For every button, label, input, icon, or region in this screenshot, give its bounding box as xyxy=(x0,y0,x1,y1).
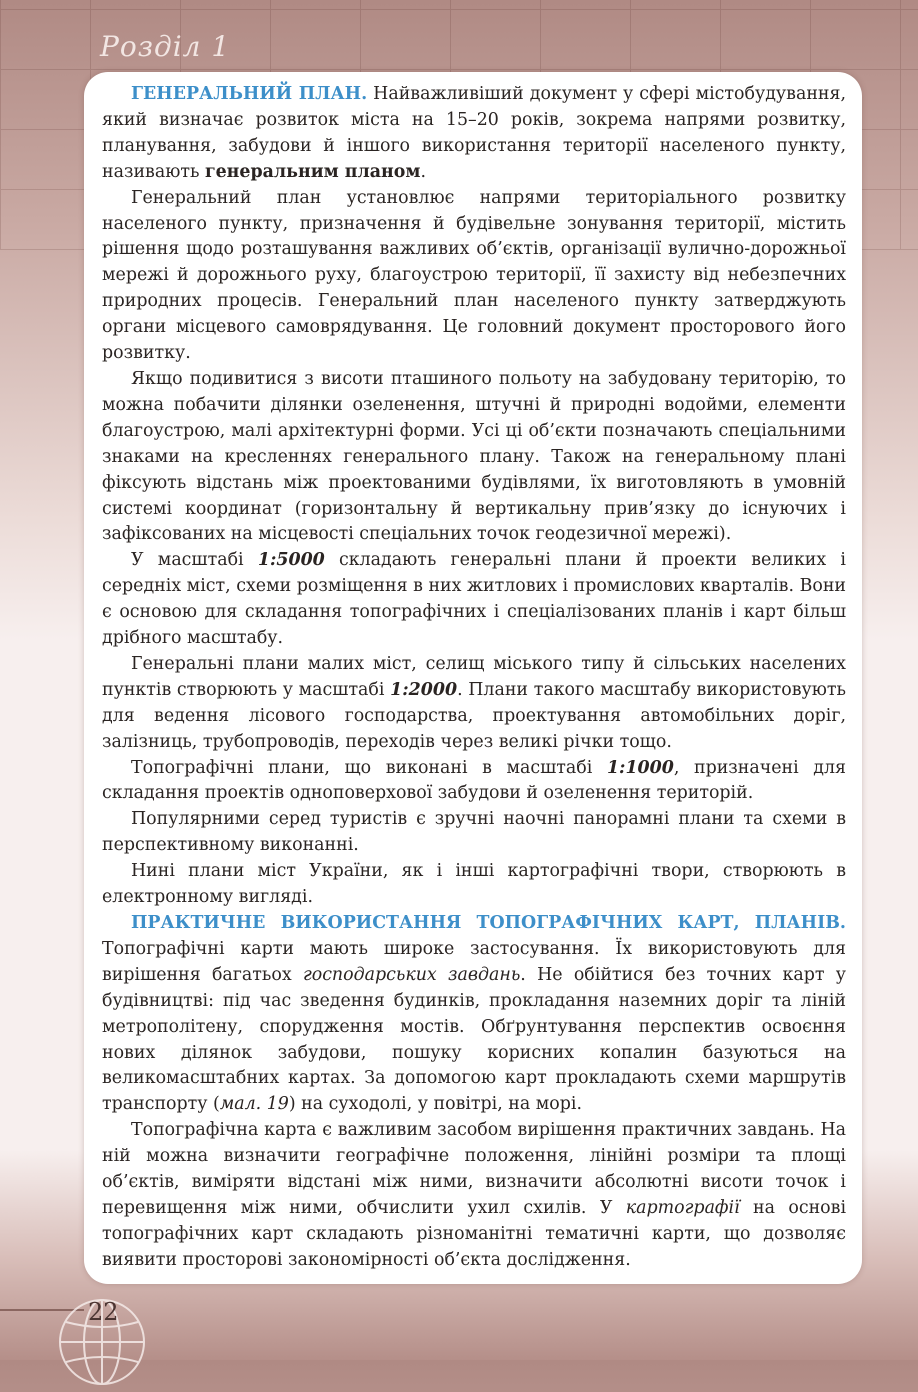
paragraph: Популярними серед туристів є зручні наочні панорамні плани та схеми в перспективному виконанні. xyxy=(102,809,846,856)
paragraph-practical-use: ПРАКТИЧНЕ ВИКОРИСТАННЯ ТОПОГРАФІЧНИХ КАРТ, ПЛАНІВ. Топографічні карти мають широке застосування. Їх використовують для вирішення багатьох господарських завдань. Не обійтися без точних карт у будівництві: під час зведення будинків, прокладання наземних доріг та ліній метрополітену, спорудження мостів. Обґрунтування перспектив освоєння нових ділянок забудови, пошуку корисних копалин базуються на великомасштабних картах. За допомогою карт прокладають схеми маршрутів транспорту (мал. 19) на суходолі, у повітрі, на морі. xyxy=(102,913,847,1115)
paragraph: Якщо подивитися з висоти пташиного польоту на забудовану територію, то можна побачити ділянки озеленення, штучні й природні водойми, елементи благоустрою, малі архітектурні форми. Усі ці об’єкти позначають спеціальними знаками на кресленнях генерального плану. Також на генеральному плані фіксують відстань між проектованими будівлями, їх виготовляють в умовній системі координат (горизонтальну й вертикальну прив’язку до існуючих і зафіксованих на місцевості спеціальних точок геодезичної мережі). xyxy=(102,368,846,545)
term-general-plan: генеральним планом xyxy=(204,161,421,182)
section-label: Розділ 1 xyxy=(100,30,231,63)
paragraph-general-plan: ГЕНЕРАЛЬНИЙ ПЛАН. Найважливіший документ у сфері містобудування, який визначає розвиток міста на 15–20 років, зокрема напрями розвитку, планування, забудови й іншого використання території населеного пункту, називають генеральним планом. xyxy=(102,84,846,182)
paragraph-scale-1000: Топографічні плани, що виконані в масштабі 1:1000, призначені для складання проектів одноповерхової забудови й озеленення територій. xyxy=(102,757,846,804)
page-number: 22 xyxy=(88,1298,119,1326)
scale-value: 1:2000 xyxy=(390,679,458,700)
emphasis: картографії xyxy=(625,1197,740,1218)
figure-reference: мал. 19 xyxy=(219,1094,289,1115)
paragraph-scale-2000: Генеральні плани малих міст, селищ міського типу й сільських населених пунктів створюють у масштабі 1:2000. Плани такого масштабу використовують для ведення лісового господарства, проектування автомобільних доріг, залізниць, трубопроводів, переходів через великі річки тощо. xyxy=(102,653,846,752)
heading-general-plan: ГЕНЕРАЛЬНИЙ ПЛАН. xyxy=(131,84,368,104)
paragraph-scale-5000: У масштабі 1:5000 складають генеральні плани й проекти великих і середніх міст, схеми розміщення в них житлових і промислових кварталів. Вони є основою для складання топографічних і спеціалізованих планів і карт більш дрібного масштабу. xyxy=(102,550,846,649)
heading-practical-use: ПРАКТИЧНЕ ВИКОРИСТАННЯ ТОПОГРАФІЧНИХ КАРТ, ПЛАНІВ. xyxy=(131,913,846,933)
paragraph: Топографічна карта є важливим засобом вирішення практичних завдань. На ній можна визначити географічне положення, лінійні розміри та площі об’єктів, виміряти відстані між ними, визначити абсолютні висоти точок і перевищення між ними, обчислити ухил схилів. У картографії на основі топографічних карт складають різноманітні тематичні карти, що дозволяє виявити просторові закономірності об’єкта дослідження. xyxy=(102,1120,847,1270)
emphasis: господарських завдань xyxy=(302,964,521,985)
page-text xyxy=(102,82,846,1274)
paragraph: Нині плани міст України, як і інші картографічні твори, створюють в електронному вигляді. xyxy=(102,861,846,908)
paragraph: Генеральний план установлює напрями територіального розвитку населеного пункту, призначення й будівельне зонування території, містить рішення щодо розташування важливих об’єктів, організації вулично-дорожньої мережі й дорожнього руху, благоустрою території, її захисту від небезпечних природних процесів. Генеральний план населеного пункту затверджують органи місцевого самоврядування. Це головний документ просторового його розвитку. xyxy=(102,187,846,364)
scale-value: 1:1000 xyxy=(606,757,674,778)
scale-value: 1:5000 xyxy=(257,550,325,571)
